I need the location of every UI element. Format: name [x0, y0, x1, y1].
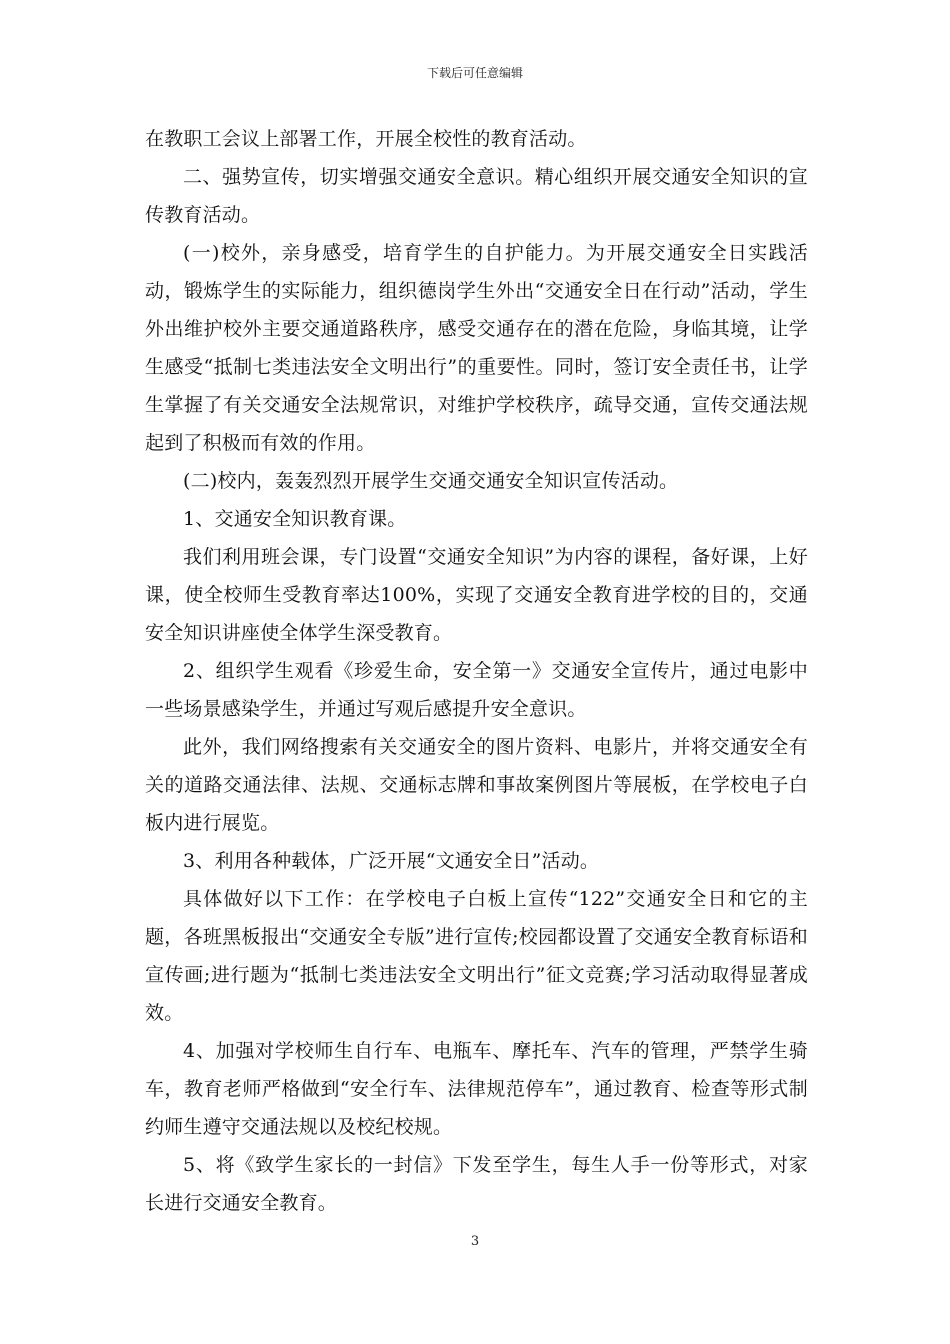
- paragraph-12: 5、将《致学生家长的一封信》下发至学生，每生人手一份等形式，对家长进行交通安全教育。: [145, 1154, 808, 1214]
- paragraph-1: 在教职工会议上部署工作，开展全校性的教育活动。: [145, 128, 587, 150]
- paragraph-10: 具体做好以下工作：在学校电子白板上宣传“122”交通安全日和它的主题，各班黑板报出“交通安全专版”进行宣传;校园都设置了交通安全教育标语和宣传画;进行题为“抵制七类违法安全文明出行”征文竞赛;学习活动取得显著成效。: [145, 888, 808, 1024]
- paragraph-4: (二)校内，轰轰烈烈开展学生交通交通安全知识宣传活动。: [183, 470, 679, 492]
- paragraph-3: (一)校外，亲身感受，培育学生的自护能力。为开展交通安全日实践活动，锻炼学生的实际能力，组织德岗学生外出“交通安全日在行动”活动，学生外出维护校外主要交通道路秩序，感受交通存在的潜在危险，身临其境，让学生感受“抵制七类违法安全文明出行”的重要性。同时，签订安全责任书，让学生掌握了有关交通安全法规常识，对维护学校秩序，疏导交通，宣传交通法规起到了积极而有效的作用。: [145, 242, 808, 454]
- paragraph-8: 此外，我们网络搜索有关交通安全的图片资料、电影片，并将交通安全有关的道路交通法律、法规、交通标志牌和事故案例图片等展板，在学校电子白板内进行展览。: [145, 736, 808, 834]
- page-number: 3: [470, 1234, 480, 1249]
- paragraph-5: 1、交通安全知识教育课。: [183, 508, 407, 530]
- page-header: 下载后可任意编辑: [426, 66, 523, 80]
- document-body: [145, 120, 808, 1222]
- paragraph-7: 2、组织学生观看《珍爱生命，安全第一》交通安全宣传片，通过电影中一些场景感染学生，并通过写观后感提升安全意识。: [145, 660, 808, 720]
- paragraph-11: 4、加强对学校师生自行车、电瓶车、摩托车、汽车的管理，严禁学生骑车，教育老师严格做到“安全行车、法律规范停车”，通过教育、检查等形式制约师生遵守交通法规以及校纪校规。: [145, 1040, 808, 1138]
- paragraph-9: 3、利用各种载体，广泛开展“文通安全日”活动。: [183, 850, 600, 872]
- paragraph-6: 我们利用班会课，专门设置“交通安全知识”为内容的课程，备好课，上好课，使全校师生受教育率达100%，实现了交通安全教育进学校的目的，交通安全知识讲座使全体学生深受教育。: [145, 546, 808, 644]
- paragraph-2: 二、强势宣传，切实增强交通安全意识。精心组织开展交通安全知识的宣传教育活动。: [145, 166, 808, 226]
